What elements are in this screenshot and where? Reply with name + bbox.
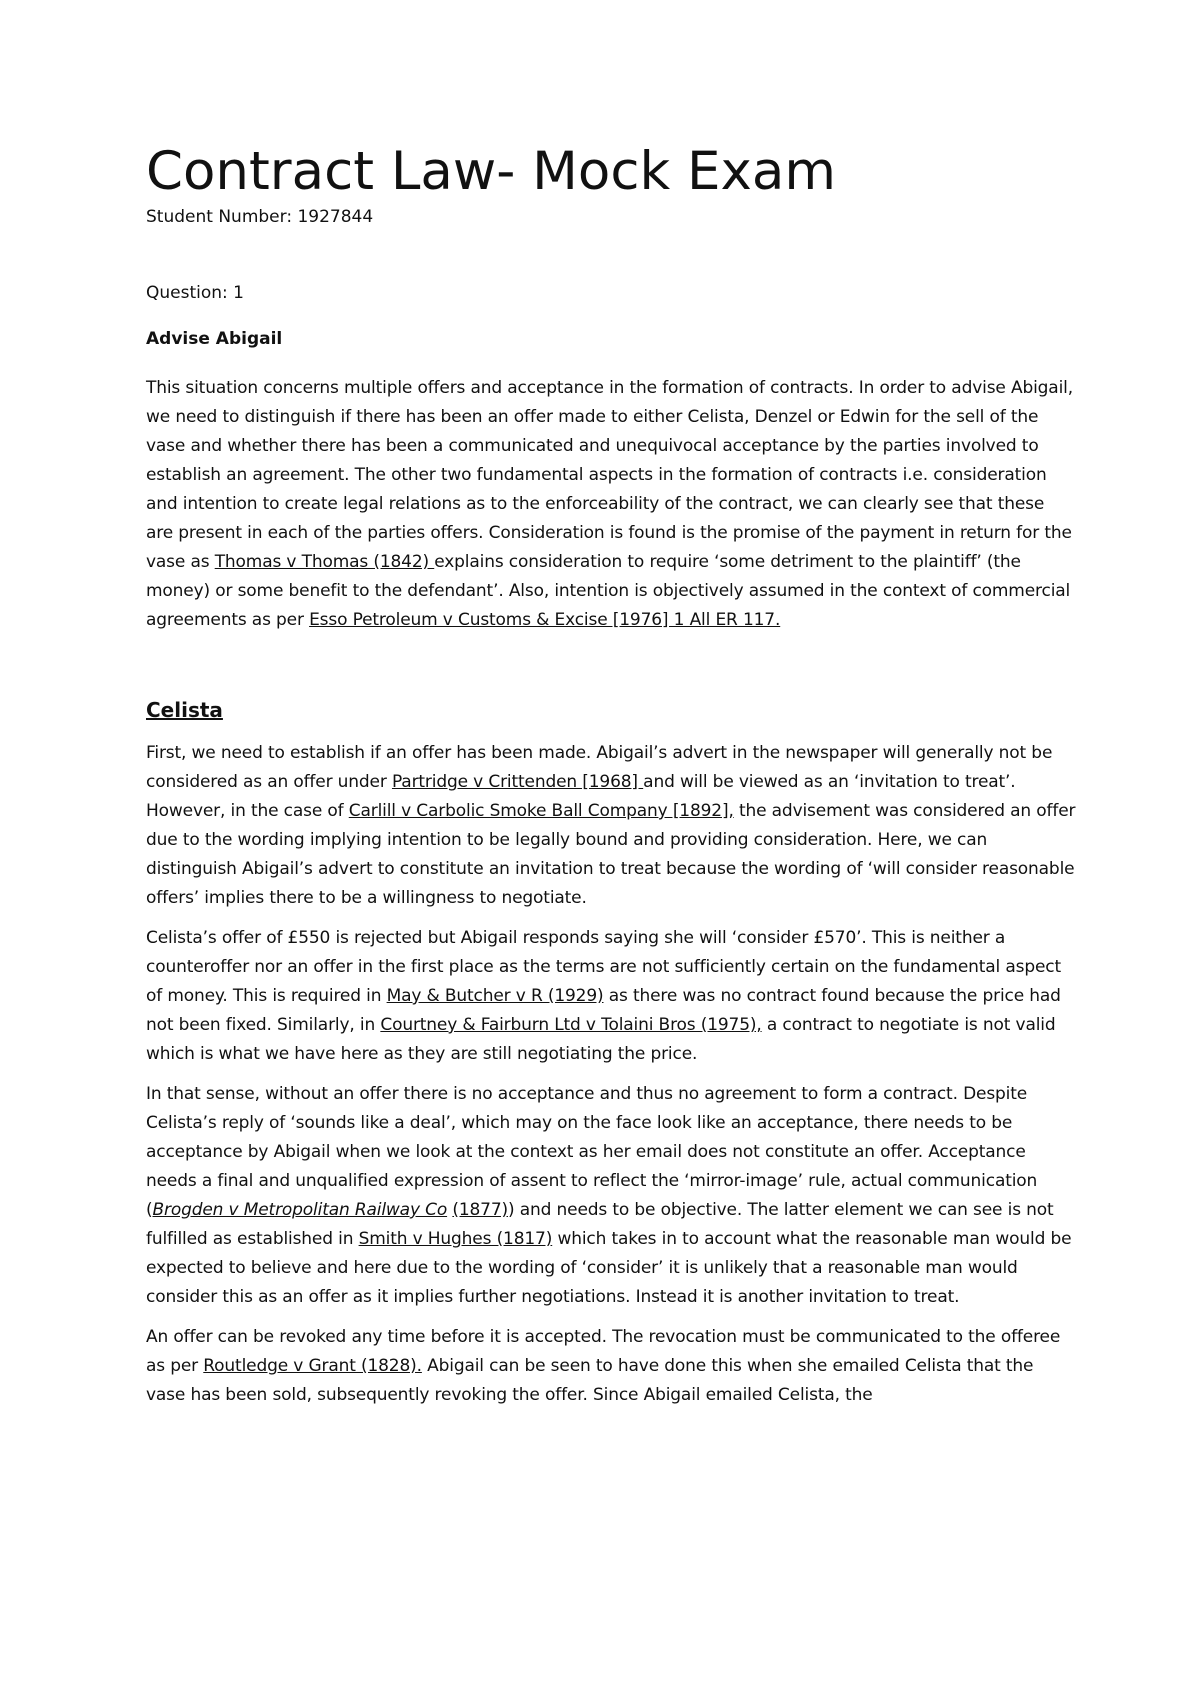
celista-p1-text-2: and will be viewed as an ‘invitation to treat’. However, in the case of	[146, 772, 1016, 821]
document-page	[146, 140, 1076, 1410]
case-routledge-v-grant: Routledge v Grant (1828).	[203, 1356, 422, 1376]
celista-p3-text-3: ) and needs to be objective. The latter element we can see is not fulfilled as established in	[146, 1200, 1054, 1249]
celista-paragraph-3	[146, 1080, 1076, 1312]
case-courtney-fairburn: Courtney & Fairburn Ltd v Tolaini Bros (1975),	[380, 1015, 762, 1035]
case-partridge-v-crittenden: Partridge v Crittenden [1968]	[391, 772, 644, 792]
celista-p2-text-1: Celista’s offer of £550 is rejected but Abigail responds saying she will ‘consider £570’. This is neither a counteroffer nor an offer in the first place as the terms are not sufficiently certain on the fundamental aspect of money. This is required in	[146, 928, 1061, 1006]
celista-paragraph-1	[146, 739, 1076, 913]
intro-text-2: explains consideration to require ‘some detriment to the plaintiff’ (the money) or some benefit to the defendant’. Also, intention is objectively assumed in the context of commercial agreements as per	[146, 552, 1071, 630]
celista-paragraph-2	[146, 924, 1076, 1069]
document-title: Contract Law- Mock Exam	[146, 141, 836, 202]
case-carlill-v-carbolic: Carlill v Carbolic Smoke Ball Company [1892],	[348, 801, 734, 821]
case-may-butcher-v-r: May & Butcher v R (1929)	[386, 986, 604, 1006]
intro-paragraph	[146, 374, 1076, 635]
celista-p1-text-3: the advisement was considered an offer due to the wording implying intention to be legally bound and providing consideration. Here, we can distinguish Abigail’s advert to constitute an invitation to treat because the wording of ‘will consider reasonable offers’ implies there to be a willingness to negotiate.	[146, 801, 1076, 908]
case-esso-petroleum: Esso Petroleum v Customs & Excise [1976] 1 All ER 117.	[309, 610, 781, 630]
question-label: Question: 1	[146, 283, 244, 303]
question-subtitle: Advise Abigail	[146, 329, 283, 349]
celista-p2-text-3: a contract to negotiate is not valid which is what we have here as they are still negotiating the price.	[146, 1015, 1056, 1064]
celista-p3-text-4: which takes in to account what the reasonable man would be expected to believe and here due to the wording of ‘consider’ it is unlikely that a reasonable man would consider this as an offer as it implies further negotiations. Instead it is another invitation to treat.	[146, 1229, 1072, 1307]
celista-paragraph-4	[146, 1323, 1076, 1410]
case-thomas-v-thomas: Thomas v Thomas (1842)	[214, 552, 435, 572]
celista-p3-text-1: In that sense, without an offer there is no acceptance and thus no agreement to form a contract. Despite Celista’s reply of ‘sounds like a deal’, which may on the face look like an acceptance, there needs to be acceptance by Abigail when we look at the context as her email does not constitute an offer. Acceptance needs a final and unqualified expression of assent to reflect the ‘mirror-image’ rule, actual communication (	[146, 1084, 1038, 1220]
student-number: Student Number: 1927844	[146, 207, 374, 227]
celista-p1-text-1: First, we need to establish if an offer has been made. Abigail’s advert in the newspaper will generally not be considered as an offer under	[146, 743, 1053, 792]
celista-p2-text-2: as there was no contract found because the price had not been fixed. Similarly, in	[146, 986, 1061, 1035]
intro-text-1: This situation concerns multiple offers and acceptance in the formation of contracts. In order to advise Abigail, we need to distinguish if there has been an offer made to either Celista, Denzel or Edwin for the sell of the vase and whether there has been a communicated and unequivocal acceptance by the parties involved to establish an agreement. The other two fundamental aspects in the formation of contracts i.e. consideration and intention to create legal relations as to the enforceability of the contract, we can clearly see that these are present in each of the parties offers. Consideration is found is the promise of the payment in return for the vase as	[146, 378, 1073, 572]
celista-p4-text-1: An offer can be revoked any time before it is accepted. The revocation must be communicated to the offeree as per	[146, 1327, 1061, 1376]
case-smith-v-hughes: Smith v Hughes (1817)	[358, 1229, 553, 1249]
case-brogden-year: (1877)	[452, 1200, 508, 1220]
section-heading-celista: Celista	[146, 698, 223, 722]
case-brogden-v-metropolitan: Brogden v Metropolitan Railway Co	[152, 1200, 448, 1220]
celista-p4-text-2: Abigail can be seen to have done this when she emailed Celista that the vase has been sold, subsequently revoking the offer. Since Abigail emailed Celista, the	[146, 1356, 1034, 1405]
